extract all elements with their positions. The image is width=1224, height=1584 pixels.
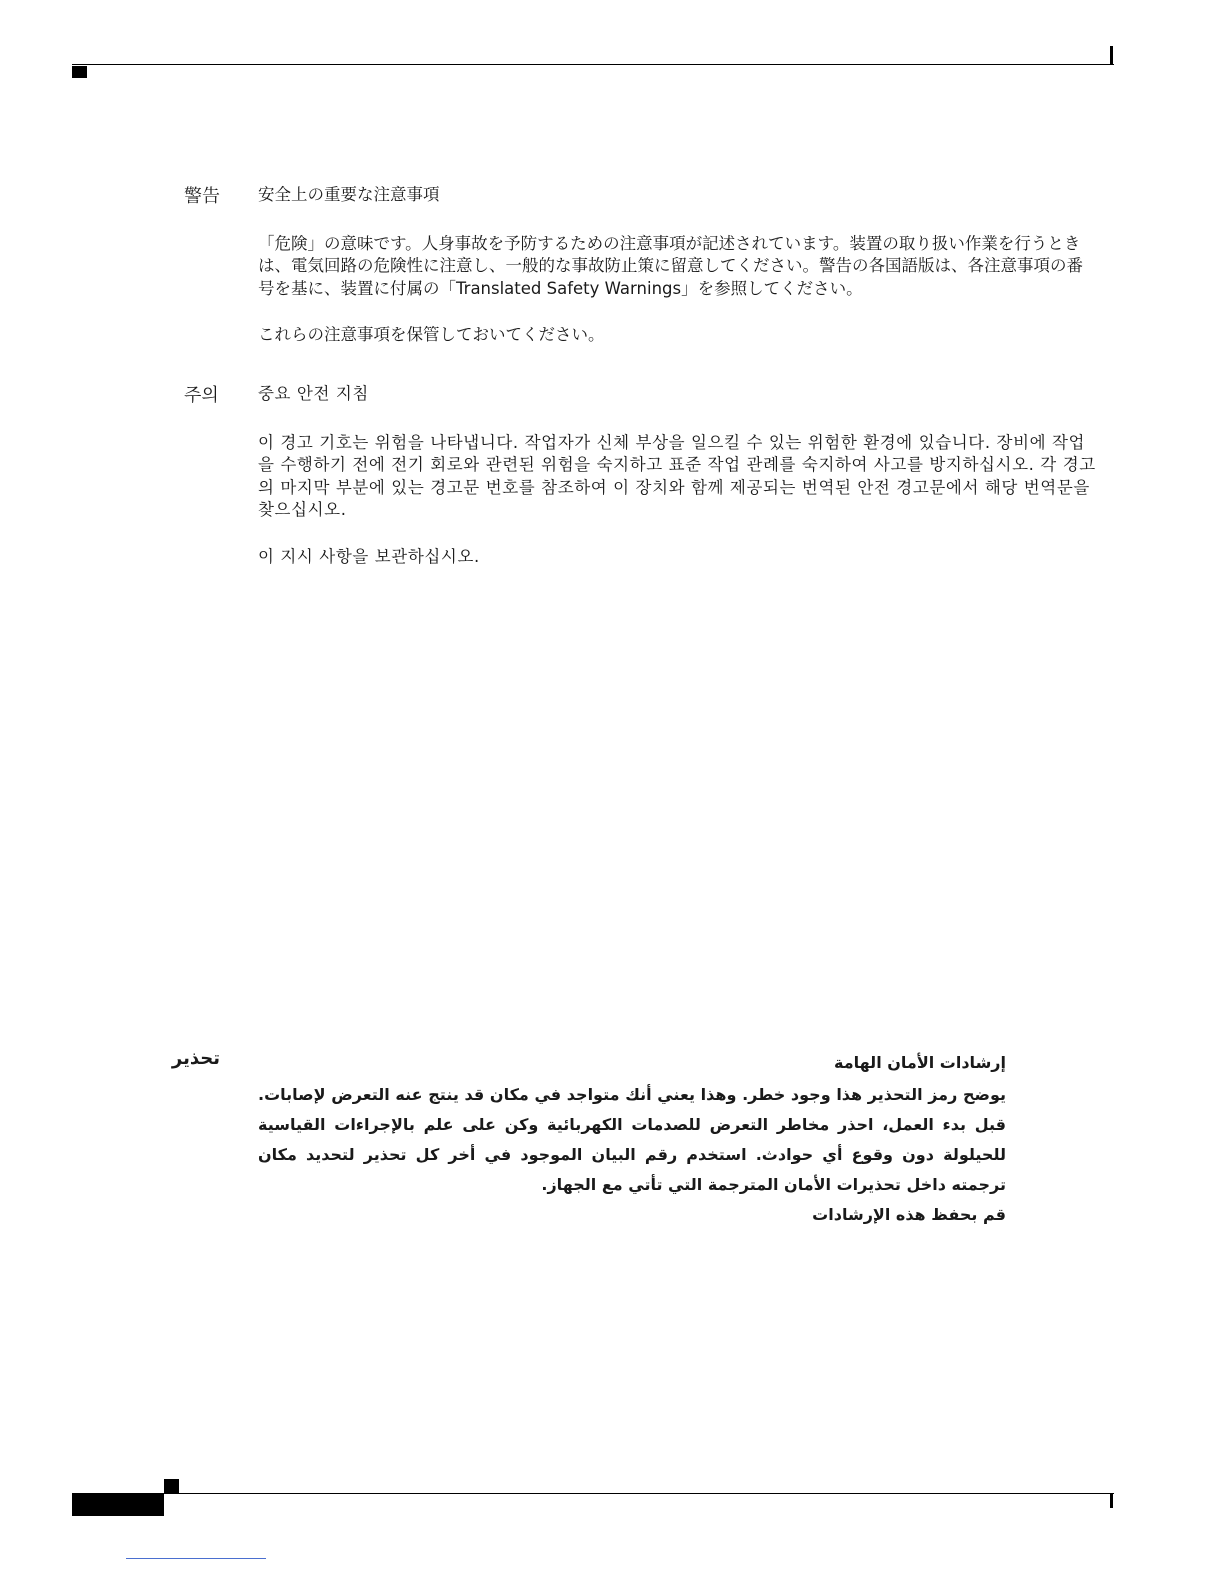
warning-closing: これらの注意事項を保管しておいてください。 xyxy=(258,325,605,344)
footer-rule xyxy=(72,1493,1114,1494)
warning-title: 중요 안전 지침 xyxy=(258,384,369,403)
footer-link-underline xyxy=(126,1558,266,1559)
warning-closing: قم بحفظ هذه الإرشادات xyxy=(812,1205,1006,1224)
warning-content xyxy=(258,1048,1006,1230)
header-tick xyxy=(1110,46,1113,64)
warning-content xyxy=(258,383,1098,568)
header-rule xyxy=(72,64,1114,65)
warning-label: 警告 xyxy=(184,186,220,207)
warning-title: 安全上の重要な注意事項 xyxy=(258,185,440,204)
warning-closing: 이 지시 사항을 보관하십시오. xyxy=(258,546,480,566)
footer-page-block xyxy=(72,1494,164,1516)
header-marker xyxy=(72,66,87,78)
footer-tick xyxy=(1110,1494,1113,1508)
warning-title: إرشادات الأمان الهامة xyxy=(834,1053,1006,1072)
warning-body: 이 경고 기호는 위험을 나타냅니다. 작업자가 신체 부상을 일으킬 수 있는 위험한 환경에 있습니다. 장비에 작업을 수행하기 전에 전기 회로와 관련된 위험을 숙지하고 표준 작업 관례를 숙지하여 사고를 방지하십시오. 각 경고의 마지막 부분에 있는 경고문 번호를 참조하여 이 장치와 함께 제공되는 번역된 안전 경고문에서 해당 번역문을 찾으십시오. xyxy=(258,432,1096,519)
warning-content xyxy=(258,184,1098,347)
warning-body: 「危険」の意味です。人身事故を予防するための注意事項が記述されています。装置の取り扱い作業を行うときは、電気回路の危険性に注意し、一般的な事故防止策に留意してください。警告の各国語版は、各注意事項の番号を基に、装置に付属の「Translated Safety Warnings」を参照してください。 xyxy=(258,233,1083,298)
footer-marker xyxy=(164,1479,179,1493)
warning-label: تحذير xyxy=(171,1048,220,1069)
warning-label: 주의 xyxy=(184,385,219,406)
warning-body: يوضح رمز التحذير هذا وجود خطر. وهذا يعني أنك متواجد في مكان قد ينتج عنه التعرض لإصابات. قبل بدء العمل، احذر مخاطر التعرض للصدمات الكهربائية وكن على علم بالإجراءات القياسية للحيلولة دون وقوع أي حوادث. استخدم رقم البيان الموجود في أخر كل تحذير لتحديد مكان ترجمته داخل تحذيرات الأمان المترجمة التي تأتي مع الجهاز. xyxy=(258,1085,1006,1194)
